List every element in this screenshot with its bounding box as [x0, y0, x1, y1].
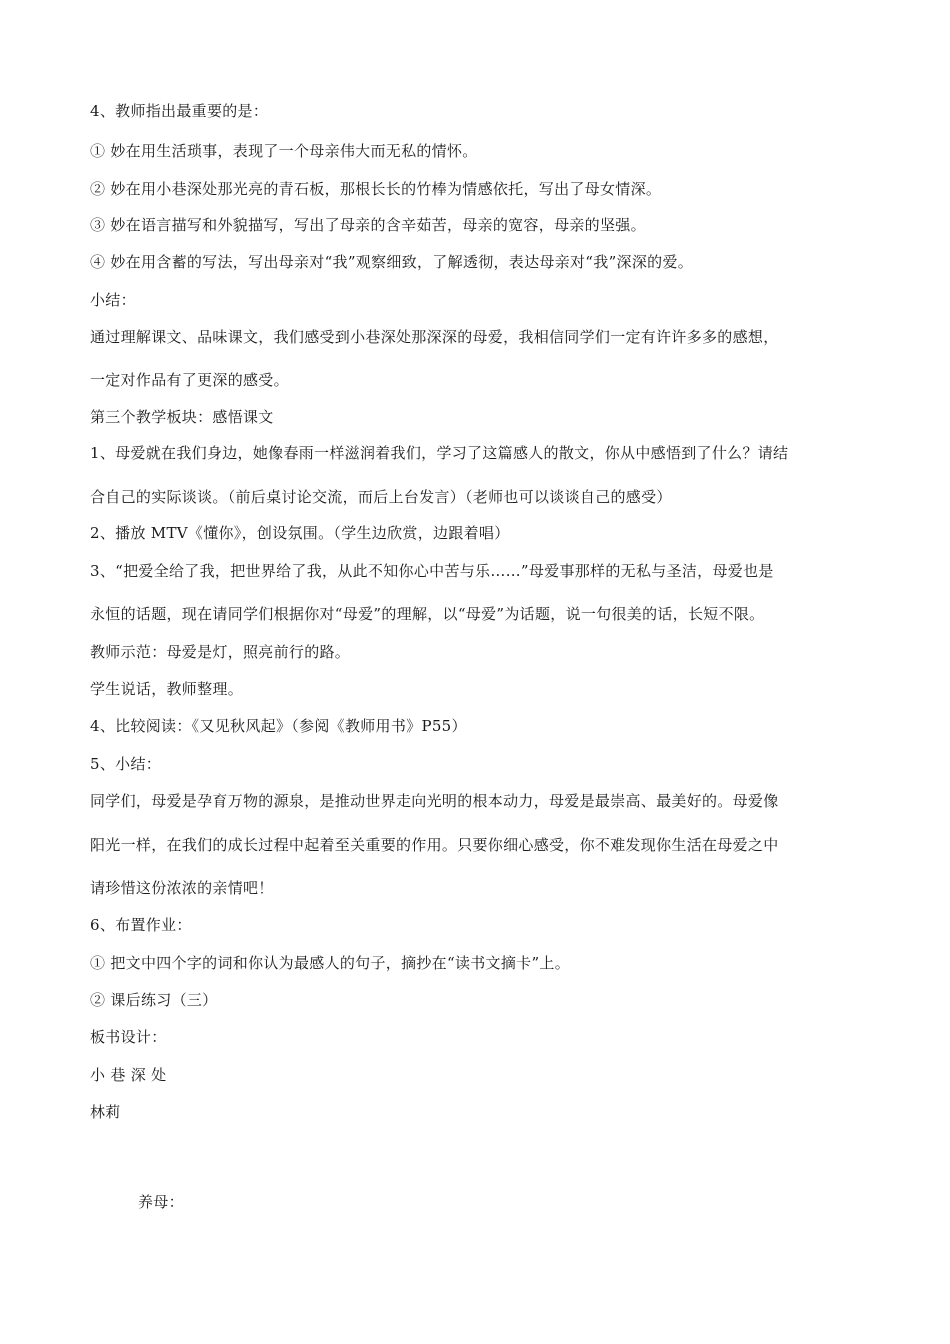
text-line: 4、比较阅读：《又见秋风起》（参阅《教师用书》P55）: [90, 717, 467, 735]
text-line: 林莉: [90, 1103, 121, 1121]
text-line: 4、教师指出最重要的是：: [90, 102, 269, 120]
text-line: 5、小结：: [90, 755, 162, 773]
text-line: ④ 妙在用含蓄的写法，写出母亲对“我”观察细致，了解透彻，表达母亲对“我”深深的爱。: [90, 253, 694, 271]
text-line: 第三个教学板块：感悟课文: [90, 408, 274, 426]
text-line: 永恒的话题，现在请同学们根据你对“母爱”的理解，以“母爱”为话题，说一句很美的话，长短不限。: [90, 605, 765, 623]
text-line: ① 把文中四个字的词和你认为最感人的句子，摘抄在“读书文摘卡”上。: [90, 954, 571, 972]
text-line: ③ 妙在语言描写和外貌描写，写出了母亲的含辛茹苦，母亲的宽容，母亲的坚强。: [90, 216, 646, 234]
text-line: 一定对作品有了更深的感受。: [90, 371, 289, 389]
text-line: ① 妙在用生活琐事，表现了一个母亲伟大而无私的情怀。: [90, 142, 478, 160]
text-line: 2、播放 MTV《懂你》，创设氛围。（学生边欣赏，边跟着唱）: [90, 524, 510, 542]
text-line: 通过理解课文、品味课文，我们感受到小巷深处那深深的母爱，我相信同学们一定有许许多多的感想，: [90, 328, 779, 346]
text-line: 板书设计：: [90, 1028, 167, 1046]
text-line: 阳光一样，在我们的成长过程中起着至关重要的作用。只要你细心感受，你不难发现你生活在母爱之中: [90, 836, 779, 854]
text-line: 请珍惜这份浓浓的亲情吧！: [90, 879, 274, 897]
text-line: 1、母爱就在我们身边，她像春雨一样滋润着我们，学习了这篇感人的散文，你从中感悟到了什么？请结: [90, 444, 789, 462]
text-line: 学生说话，教师整理。: [90, 680, 244, 698]
text-line: ② 妙在用小巷深处那光亮的青石板，那根长长的竹棒为情感依托，写出了母女情深。: [90, 180, 662, 198]
text-line: 3、“把爱全给了我，把世界给了我，从此不知你心中苦与乐……”母爱事那样的无私与圣洁，母爱也是: [90, 562, 774, 580]
text-line: 教师示范：母爱是灯，照亮前行的路。: [90, 643, 351, 661]
text-line: 养母：: [138, 1193, 184, 1211]
text-line: 小结：: [90, 291, 136, 309]
text-line: 小 巷 深 处: [90, 1066, 167, 1084]
text-line: ② 课后练习（三）: [90, 991, 218, 1009]
text-line: 合自己的实际谈谈。（前后桌讨论交流，而后上台发言）（老师也可以谈谈自己的感受）: [90, 488, 672, 506]
text-line: 6、布置作业：: [90, 916, 192, 934]
text-line: 同学们，母爱是孕育万物的源泉，是推动世界走向光明的根本动力，母爱是最崇高、最美好的。母爱像: [90, 792, 779, 810]
